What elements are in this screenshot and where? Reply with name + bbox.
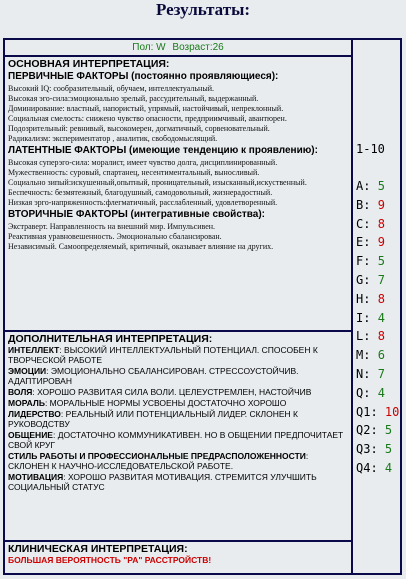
factor-score: 6	[377, 348, 385, 363]
row-text: : ЭМОЦИОНАЛЬНО СБАЛАНСИРОВАН. СТРЕССОУСТОЙЧИВ. АДАПТИРОВАН	[8, 366, 299, 386]
score-row	[356, 252, 399, 271]
gender-label: Пол: W	[132, 42, 166, 53]
factor-label: Q3:	[356, 442, 378, 457]
page-title: Результаты:	[155, 0, 251, 19]
factor-score: 5	[377, 179, 385, 193]
factor-label: B:	[356, 197, 371, 212]
row-label: ВОЛЯ	[8, 387, 33, 397]
factor-score: 8	[377, 216, 385, 231]
score-row	[356, 196, 399, 215]
additional-row	[8, 345, 348, 365]
row-text: : ХОРОШО РАЗВИТАЯ МОТИВАЦИЯ. СТРЕМИТСЯ УЛУЧШИТЬ СОЦИАЛЬНЫЙ СТАТУС	[8, 472, 317, 492]
scale-range: 1-10	[356, 142, 385, 156]
score-column	[353, 40, 400, 573]
secondary-item: Реактивная уравновешенность. Эмоционально сбалансирован.	[8, 232, 222, 241]
factor-label: H:	[356, 291, 371, 306]
factor-score: 7	[377, 366, 385, 381]
additional-row	[8, 472, 348, 492]
additional-row	[8, 430, 348, 450]
row-text: : СКЛОНЕН К НАУЧНО-ИССЛЕДОВАТЕЛЬСКОЙ РАБОТЕ.	[8, 451, 309, 471]
factor-score: 8	[377, 291, 385, 306]
factor-label: F:	[356, 254, 371, 269]
additional-row	[8, 398, 348, 408]
primary-item: Радикализм: экспериментатор , аналитик, свободомыслящий.	[8, 134, 218, 143]
factor-label: G:	[356, 272, 371, 287]
factor-label: L:	[356, 329, 371, 344]
primary-item: Высокая эго-сила:эмоционально зрелый, рассудительный, выдержанный.	[8, 94, 259, 103]
row-text: : ДОСТАТОЧНО КОММУНИКАТИВЕН. НО В ОБЩЕНИИ ПРЕДПОЧИТАЕТ СВОЙ КРУГ	[8, 430, 344, 450]
primary-item: Подозрительный: ревнивый, высокомерен, догматичный, сорвеновательный.	[8, 124, 270, 133]
factor-score: 4	[384, 460, 393, 475]
primary-item: Доминирование: властный, напористый, упрямый, настойчивый, непреклонный.	[8, 104, 284, 113]
additional-row	[8, 409, 348, 429]
score-row	[356, 271, 399, 290]
score-row	[356, 290, 399, 309]
additional-row	[8, 387, 348, 397]
factor-label: M:	[356, 348, 371, 363]
score-row	[356, 233, 399, 252]
factor-score: 10	[384, 404, 400, 419]
latent-item: Беспечность: безмятежный, благодушный, самодовольный, жизнерадостный.	[8, 188, 273, 197]
score-row	[356, 177, 399, 196]
row-label: МОРАЛЬ	[8, 398, 45, 408]
factor-label: C:	[356, 216, 371, 231]
factor-score: 8	[377, 329, 385, 344]
factor-score: 5	[384, 442, 393, 457]
factor-label: E:	[356, 235, 371, 250]
secondary-heading: ВТОРИЧНЫЕ ФАКТОРЫ (интегративные свойства):	[8, 209, 266, 220]
interpretation-column	[5, 40, 353, 573]
factor-score: 9	[377, 235, 385, 250]
latent-item: Мужественность: суровый, спартанец, несентиментальный, выносливый.	[8, 168, 260, 177]
latent-item: Социально зипый:искушенный,опытный, проницательный, изысканный,искуственный.	[8, 178, 307, 187]
latent-heading: ЛАТЕНТНЫЕ ФАКТОРЫ (имеющие тенденцию к проявлению):	[8, 145, 318, 156]
score-row	[356, 309, 399, 328]
score-row	[356, 421, 399, 440]
row-label: ИНТЕЛЛЕКТ	[8, 345, 60, 355]
primary-item: Социальная смелость: снижено чувство опасности, предприимчивый, авантюрен.	[8, 114, 287, 123]
factor-label: N:	[356, 366, 371, 381]
clinical-warning: БОЛЬШАЯ ВЕРОЯТНОСТЬ "РА" РАССТРОЙСТВ!	[8, 555, 212, 565]
age-label: Возраст:26	[172, 42, 224, 53]
factor-label: A:	[356, 179, 371, 193]
additional-row	[8, 451, 348, 471]
row-label: ОБЩЕНИЕ	[8, 430, 53, 440]
additional-row	[8, 366, 348, 386]
factor-label: Q4:	[356, 460, 378, 475]
factor-score: 4	[377, 310, 385, 325]
factor-label: I:	[356, 310, 371, 325]
score-row	[356, 440, 399, 459]
score-row	[356, 403, 399, 422]
score-row	[356, 215, 399, 234]
factor-label: Q:	[356, 385, 371, 400]
row-text: : РЕАЛЬНЫЙ ИЛИ ПОТЕНЦИАЛЬНЫЙ ЛИДЕР. СКЛОНЕН К РУКОВОДСТВУ	[8, 409, 298, 429]
additional-interpretation	[5, 332, 351, 542]
secondary-item: Независимый. Самоопределяемый, критичный, оказывает влияние на других.	[8, 242, 274, 251]
factor-score: 5	[384, 423, 393, 438]
basic-interpretation	[5, 57, 351, 332]
row-text: : ХОРОШО РАЗВИТАЯ СИЛА ВОЛИ. ЦЕЛЕУСТРЕМЛЕН, НАСТОЙЧИВ	[32, 387, 312, 397]
results-table	[3, 38, 402, 575]
row-label: МОТИВАЦИЯ	[8, 472, 64, 482]
basic-heading: ОСНОВНАЯ ИНТЕРПРЕТАЦИЯ:	[8, 58, 170, 70]
profile-header	[5, 40, 351, 57]
score-row	[356, 365, 399, 384]
primary-item: Высокий IQ: сообразительный, обучаем, интеллектуальный.	[8, 84, 214, 93]
factor-score: 9	[377, 197, 385, 212]
clinical-heading: КЛИНИЧЕСКАЯ ИНТЕРПРЕТАЦИЯ:	[8, 543, 188, 555]
secondary-item: Экстраверт. Направленность на внешний мир. Импульсивен.	[8, 222, 216, 231]
score-row	[356, 459, 399, 478]
score-row	[356, 327, 399, 346]
factor-score: 5	[377, 254, 385, 269]
factor-label: Q2:	[356, 423, 378, 438]
score-row	[356, 346, 399, 365]
factor-score: 4	[377, 385, 385, 400]
latent-item: Низкая эрго-напряженность:флегматичный, расслабленный, удовлетворенный.	[8, 198, 278, 207]
score-list	[356, 177, 399, 478]
score-row	[356, 384, 399, 403]
row-label: ЛИДЕРСТВО	[8, 409, 61, 419]
row-label: ЭМОЦИИ	[8, 366, 47, 376]
clinical-interpretation	[5, 542, 351, 573]
row-text: : ВЫСОКИЙ ИНТЕЛЛЕКТУАЛЬНЫЙ ПОТЕНЦИАЛ. СПОСОБЕН К ТВОРЧЕСКОЙ РАБОТЕ	[8, 345, 318, 365]
row-text: : МОРАЛЬНЫЕ НОРМЫ УСВОЕНЫ ДОСТАТОЧНО ХОРОШО	[44, 398, 287, 408]
primary-heading: ПЕРВИЧНЫЕ ФАКТОРЫ (постоянно проявляющиеся):	[8, 71, 279, 82]
additional-heading: ДОПОЛНИТЕЛЬНАЯ ИНТЕРПРЕТАЦИЯ:	[8, 333, 213, 345]
row-label: СТИЛЬ РАБОТЫ И ПРОФЕССИОНАЛЬНЫЕ ПРЕДРАСПОЛОЖЕННОСТИ	[8, 451, 306, 461]
factor-label: Q1:	[356, 404, 378, 419]
factor-score: 7	[377, 272, 385, 287]
latent-item: Высокая суперэго-сила: моралист, имеет чувство долга, дисциплинированный.	[8, 158, 278, 167]
